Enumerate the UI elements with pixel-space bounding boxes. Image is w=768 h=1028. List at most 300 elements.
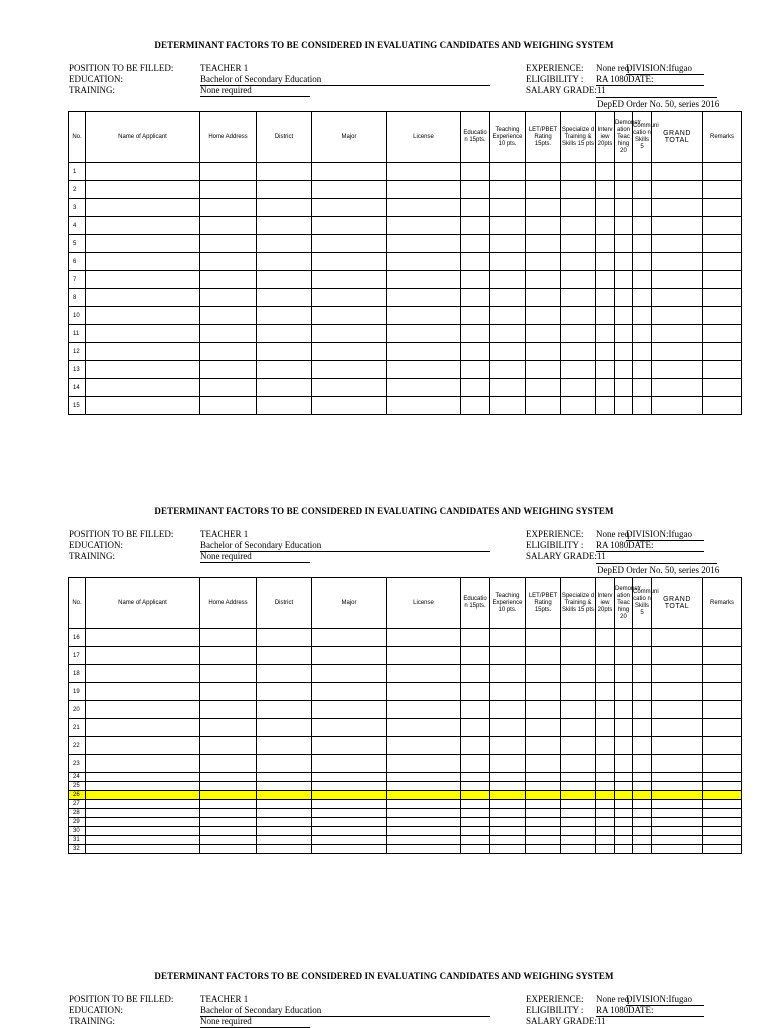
table-cell[interactable] (615, 271, 633, 289)
table-cell[interactable] (387, 629, 461, 647)
table-cell[interactable] (703, 629, 742, 647)
table-cell[interactable] (615, 343, 633, 361)
table-cell[interactable] (633, 791, 652, 800)
table-cell[interactable] (387, 379, 461, 397)
table-cell[interactable] (526, 361, 561, 379)
table-cell[interactable] (526, 199, 561, 217)
table-cell[interactable] (461, 361, 490, 379)
table-cell[interactable] (461, 773, 490, 782)
table-cell[interactable] (490, 827, 526, 836)
table-cell[interactable] (257, 755, 312, 773)
table-cell[interactable] (387, 791, 461, 800)
table-cell[interactable] (461, 235, 490, 253)
table-cell[interactable] (490, 217, 526, 235)
table-cell[interactable] (615, 307, 633, 325)
table-cell[interactable] (490, 818, 526, 827)
table-cell[interactable] (200, 809, 257, 818)
table-cell[interactable] (596, 818, 615, 827)
table-cell[interactable] (633, 289, 652, 307)
table-cell[interactable] (561, 181, 596, 199)
table-cell[interactable] (633, 827, 652, 836)
table-cell[interactable] (703, 343, 742, 361)
table-cell[interactable] (200, 325, 257, 343)
table-cell[interactable] (596, 343, 615, 361)
table-cell[interactable] (200, 665, 257, 683)
table-cell[interactable] (703, 719, 742, 737)
table-cell[interactable] (200, 737, 257, 755)
table-cell[interactable] (596, 235, 615, 253)
table-cell[interactable] (633, 307, 652, 325)
table-cell[interactable] (200, 379, 257, 397)
table-cell[interactable] (596, 737, 615, 755)
table-cell[interactable] (561, 325, 596, 343)
table-cell[interactable] (561, 701, 596, 719)
table-cell[interactable] (312, 199, 387, 217)
table-cell[interactable] (490, 271, 526, 289)
table-cell[interactable] (257, 271, 312, 289)
table-cell[interactable] (490, 773, 526, 782)
table-cell[interactable] (596, 647, 615, 665)
table-cell[interactable] (490, 361, 526, 379)
table-cell[interactable] (652, 361, 703, 379)
table-cell[interactable] (86, 809, 200, 818)
table-cell[interactable] (526, 665, 561, 683)
table-cell[interactable] (257, 181, 312, 199)
table-cell[interactable] (526, 755, 561, 773)
table-cell[interactable] (652, 253, 703, 271)
table-cell[interactable] (615, 361, 633, 379)
table-cell[interactable] (312, 701, 387, 719)
table-cell[interactable] (615, 755, 633, 773)
table-cell[interactable] (615, 379, 633, 397)
table-cell[interactable] (200, 800, 257, 809)
table-cell[interactable] (312, 361, 387, 379)
table-cell[interactable] (561, 827, 596, 836)
table-cell[interactable] (703, 782, 742, 791)
table-cell[interactable] (652, 307, 703, 325)
table-cell[interactable] (257, 253, 312, 271)
table-cell[interactable] (703, 665, 742, 683)
table-cell[interactable] (86, 683, 200, 701)
table-cell[interactable] (703, 836, 742, 845)
table-cell[interactable] (561, 818, 596, 827)
table-cell[interactable] (633, 181, 652, 199)
table-cell[interactable] (257, 199, 312, 217)
table-cell[interactable] (312, 737, 387, 755)
table-cell[interactable] (633, 782, 652, 791)
table-cell[interactable] (633, 163, 652, 181)
table-cell[interactable] (652, 665, 703, 683)
table-cell[interactable] (86, 271, 200, 289)
table-cell[interactable] (387, 271, 461, 289)
table-cell[interactable] (257, 836, 312, 845)
table-cell[interactable] (312, 629, 387, 647)
table-cell[interactable] (596, 809, 615, 818)
table-cell[interactable] (561, 307, 596, 325)
table-cell[interactable] (596, 800, 615, 809)
table-cell[interactable] (615, 773, 633, 782)
table-cell[interactable] (312, 791, 387, 800)
table-cell[interactable] (526, 818, 561, 827)
table-cell[interactable] (615, 235, 633, 253)
table-cell[interactable] (387, 253, 461, 271)
table-cell[interactable] (200, 163, 257, 181)
table-cell[interactable] (596, 397, 615, 415)
table-cell[interactable] (561, 253, 596, 271)
table-cell[interactable] (257, 289, 312, 307)
table-cell[interactable] (596, 379, 615, 397)
table-cell[interactable] (387, 361, 461, 379)
table-cell[interactable] (633, 325, 652, 343)
table-cell[interactable] (86, 782, 200, 791)
table-cell[interactable] (387, 755, 461, 773)
table-cell[interactable] (633, 253, 652, 271)
table-cell[interactable] (490, 683, 526, 701)
table-cell[interactable] (490, 782, 526, 791)
table-cell[interactable] (633, 379, 652, 397)
table-cell[interactable] (561, 809, 596, 818)
table-cell[interactable] (615, 253, 633, 271)
table-cell[interactable] (703, 379, 742, 397)
table-cell[interactable] (312, 289, 387, 307)
table-cell[interactable] (526, 782, 561, 791)
table-cell[interactable] (200, 289, 257, 307)
table-cell[interactable] (461, 737, 490, 755)
table-cell[interactable] (596, 253, 615, 271)
table-cell[interactable] (703, 181, 742, 199)
table-cell[interactable] (615, 397, 633, 415)
table-cell[interactable] (561, 397, 596, 415)
table-cell[interactable] (703, 307, 742, 325)
table-cell[interactable] (526, 701, 561, 719)
table-cell[interactable] (312, 836, 387, 845)
table-cell[interactable] (461, 683, 490, 701)
table-cell[interactable] (461, 845, 490, 854)
table-cell[interactable] (257, 791, 312, 800)
table-cell[interactable] (490, 397, 526, 415)
table-cell[interactable] (312, 217, 387, 235)
table-cell[interactable] (703, 827, 742, 836)
table-cell[interactable] (596, 719, 615, 737)
table-cell[interactable] (561, 737, 596, 755)
table-cell[interactable] (526, 307, 561, 325)
table-cell[interactable] (652, 647, 703, 665)
table-cell[interactable] (86, 701, 200, 719)
table-cell[interactable] (526, 271, 561, 289)
table-cell[interactable] (200, 217, 257, 235)
table-cell[interactable] (633, 800, 652, 809)
table-cell[interactable] (312, 325, 387, 343)
table-cell[interactable] (200, 845, 257, 854)
table-cell[interactable] (490, 845, 526, 854)
table-cell[interactable] (561, 719, 596, 737)
table-cell[interactable] (615, 782, 633, 791)
table-cell[interactable] (526, 737, 561, 755)
table-cell[interactable] (703, 235, 742, 253)
table-cell[interactable] (652, 683, 703, 701)
table-cell[interactable] (387, 845, 461, 854)
table-cell[interactable] (387, 818, 461, 827)
table-cell[interactable] (633, 683, 652, 701)
table-cell[interactable] (561, 800, 596, 809)
table-cell[interactable] (526, 163, 561, 181)
table-cell[interactable] (633, 809, 652, 818)
table-cell[interactable] (86, 629, 200, 647)
table-cell[interactable] (257, 818, 312, 827)
table-cell[interactable] (561, 665, 596, 683)
table-cell[interactable] (312, 818, 387, 827)
table-cell[interactable] (652, 791, 703, 800)
table-cell[interactable] (257, 379, 312, 397)
table-cell[interactable] (652, 845, 703, 854)
table-cell[interactable] (86, 647, 200, 665)
table-cell[interactable] (387, 665, 461, 683)
table-cell[interactable] (387, 217, 461, 235)
table-cell[interactable] (596, 307, 615, 325)
table-cell[interactable] (257, 343, 312, 361)
table-cell[interactable] (615, 629, 633, 647)
table-cell[interactable] (387, 647, 461, 665)
table-cell[interactable] (596, 217, 615, 235)
table-cell[interactable] (490, 235, 526, 253)
table-cell[interactable] (461, 379, 490, 397)
table-cell[interactable] (633, 397, 652, 415)
table-cell[interactable] (652, 217, 703, 235)
table-cell[interactable] (561, 755, 596, 773)
table-cell[interactable] (387, 325, 461, 343)
table-cell[interactable] (596, 827, 615, 836)
table-cell[interactable] (703, 845, 742, 854)
table-cell[interactable] (257, 217, 312, 235)
table-cell[interactable] (461, 343, 490, 361)
table-cell[interactable] (200, 719, 257, 737)
table-cell[interactable] (86, 836, 200, 845)
table-cell[interactable] (387, 683, 461, 701)
table-cell[interactable] (86, 253, 200, 271)
table-cell[interactable] (200, 782, 257, 791)
table-cell[interactable] (490, 325, 526, 343)
table-cell[interactable] (86, 755, 200, 773)
table-cell[interactable] (615, 818, 633, 827)
table-cell[interactable] (86, 199, 200, 217)
table-cell[interactable] (703, 809, 742, 818)
table-cell[interactable] (596, 665, 615, 683)
table-cell[interactable] (387, 773, 461, 782)
table-cell[interactable] (561, 379, 596, 397)
table-cell[interactable] (652, 809, 703, 818)
table-cell[interactable] (633, 845, 652, 854)
table-cell[interactable] (257, 307, 312, 325)
table-cell[interactable] (703, 800, 742, 809)
table-cell[interactable] (561, 845, 596, 854)
table-cell[interactable] (312, 809, 387, 818)
table-cell[interactable] (615, 701, 633, 719)
table-cell[interactable] (703, 683, 742, 701)
table-cell[interactable] (596, 836, 615, 845)
table-cell[interactable] (86, 325, 200, 343)
table-cell[interactable] (652, 800, 703, 809)
table-cell[interactable] (490, 181, 526, 199)
table-cell[interactable] (596, 791, 615, 800)
table-cell[interactable] (312, 647, 387, 665)
table-cell[interactable] (200, 629, 257, 647)
table-cell[interactable] (312, 163, 387, 181)
table-cell[interactable] (86, 163, 200, 181)
table-cell[interactable] (633, 665, 652, 683)
table-cell[interactable] (490, 379, 526, 397)
table-cell[interactable] (86, 818, 200, 827)
table-cell[interactable] (633, 199, 652, 217)
table-cell[interactable] (703, 791, 742, 800)
table-cell[interactable] (490, 289, 526, 307)
table-cell[interactable] (615, 827, 633, 836)
table-cell[interactable] (461, 827, 490, 836)
table-cell[interactable] (200, 397, 257, 415)
table-cell[interactable] (703, 253, 742, 271)
table-cell[interactable] (703, 737, 742, 755)
table-cell[interactable] (526, 800, 561, 809)
table-cell[interactable] (200, 343, 257, 361)
table-cell[interactable] (652, 737, 703, 755)
table-cell[interactable] (652, 289, 703, 307)
table-cell[interactable] (615, 217, 633, 235)
table-cell[interactable] (257, 827, 312, 836)
table-cell[interactable] (703, 325, 742, 343)
table-cell[interactable] (461, 818, 490, 827)
table-cell[interactable] (387, 701, 461, 719)
table-cell[interactable] (652, 773, 703, 782)
table-cell[interactable] (652, 782, 703, 791)
table-cell[interactable] (200, 271, 257, 289)
table-cell[interactable] (596, 683, 615, 701)
table-cell[interactable] (652, 755, 703, 773)
table-cell[interactable] (490, 665, 526, 683)
table-cell[interactable] (461, 181, 490, 199)
table-cell[interactable] (490, 343, 526, 361)
table-cell[interactable] (633, 818, 652, 827)
table-cell[interactable] (461, 307, 490, 325)
table-cell[interactable] (490, 199, 526, 217)
table-cell[interactable] (633, 737, 652, 755)
table-cell[interactable] (703, 397, 742, 415)
table-cell[interactable] (312, 379, 387, 397)
table-cell[interactable] (526, 836, 561, 845)
table-cell[interactable] (633, 271, 652, 289)
table-cell[interactable] (312, 665, 387, 683)
table-cell[interactable] (387, 719, 461, 737)
table-cell[interactable] (596, 701, 615, 719)
table-cell[interactable] (387, 199, 461, 217)
table-cell[interactable] (703, 755, 742, 773)
table-cell[interactable] (561, 791, 596, 800)
table-cell[interactable] (526, 773, 561, 782)
table-cell[interactable] (652, 629, 703, 647)
table-cell[interactable] (615, 647, 633, 665)
table-cell[interactable] (312, 845, 387, 854)
table-cell[interactable] (561, 217, 596, 235)
table-cell[interactable] (490, 791, 526, 800)
table-cell[interactable] (596, 325, 615, 343)
table-cell[interactable] (561, 647, 596, 665)
table-cell[interactable] (312, 719, 387, 737)
table-cell[interactable] (561, 289, 596, 307)
table-cell[interactable] (461, 701, 490, 719)
table-cell[interactable] (490, 647, 526, 665)
table-cell[interactable] (86, 665, 200, 683)
table-cell[interactable] (461, 163, 490, 181)
table-cell[interactable] (633, 647, 652, 665)
table-cell[interactable] (257, 235, 312, 253)
table-cell[interactable] (561, 773, 596, 782)
table-cell[interactable] (200, 181, 257, 199)
table-cell[interactable] (596, 361, 615, 379)
table-cell[interactable] (652, 343, 703, 361)
table-cell[interactable] (615, 719, 633, 737)
table-cell[interactable] (633, 343, 652, 361)
table-cell[interactable] (387, 800, 461, 809)
table-cell[interactable] (200, 683, 257, 701)
table-cell[interactable] (257, 809, 312, 818)
table-cell[interactable] (461, 782, 490, 791)
table-cell[interactable] (312, 343, 387, 361)
table-cell[interactable] (561, 782, 596, 791)
table-cell[interactable] (257, 701, 312, 719)
table-cell[interactable] (461, 253, 490, 271)
table-cell[interactable] (257, 800, 312, 809)
table-cell[interactable] (387, 163, 461, 181)
table-cell[interactable] (596, 782, 615, 791)
table-cell[interactable] (387, 397, 461, 415)
table-cell[interactable] (703, 271, 742, 289)
table-cell[interactable] (633, 629, 652, 647)
table-cell[interactable] (312, 271, 387, 289)
table-cell[interactable] (652, 719, 703, 737)
table-cell[interactable] (561, 271, 596, 289)
table-cell[interactable] (200, 199, 257, 217)
table-cell[interactable] (387, 836, 461, 845)
table-cell[interactable] (86, 235, 200, 253)
table-cell[interactable] (526, 379, 561, 397)
table-cell[interactable] (526, 791, 561, 800)
table-cell[interactable] (490, 809, 526, 818)
table-cell[interactable] (490, 737, 526, 755)
table-cell[interactable] (615, 809, 633, 818)
table-cell[interactable] (86, 845, 200, 854)
table-cell[interactable] (561, 836, 596, 845)
table-cell[interactable] (461, 629, 490, 647)
table-cell[interactable] (652, 379, 703, 397)
table-cell[interactable] (561, 629, 596, 647)
table-cell[interactable] (461, 199, 490, 217)
table-cell[interactable] (596, 199, 615, 217)
table-cell[interactable] (703, 289, 742, 307)
table-cell[interactable] (561, 163, 596, 181)
table-cell[interactable] (86, 217, 200, 235)
table-cell[interactable] (526, 181, 561, 199)
table-cell[interactable] (312, 235, 387, 253)
table-cell[interactable] (461, 719, 490, 737)
table-cell[interactable] (312, 800, 387, 809)
table-cell[interactable] (257, 782, 312, 791)
table-cell[interactable] (86, 827, 200, 836)
table-cell[interactable] (200, 361, 257, 379)
table-cell[interactable] (615, 737, 633, 755)
table-cell[interactable] (561, 343, 596, 361)
table-cell[interactable] (526, 217, 561, 235)
table-cell[interactable] (257, 665, 312, 683)
table-cell[interactable] (257, 361, 312, 379)
table-cell[interactable] (615, 665, 633, 683)
